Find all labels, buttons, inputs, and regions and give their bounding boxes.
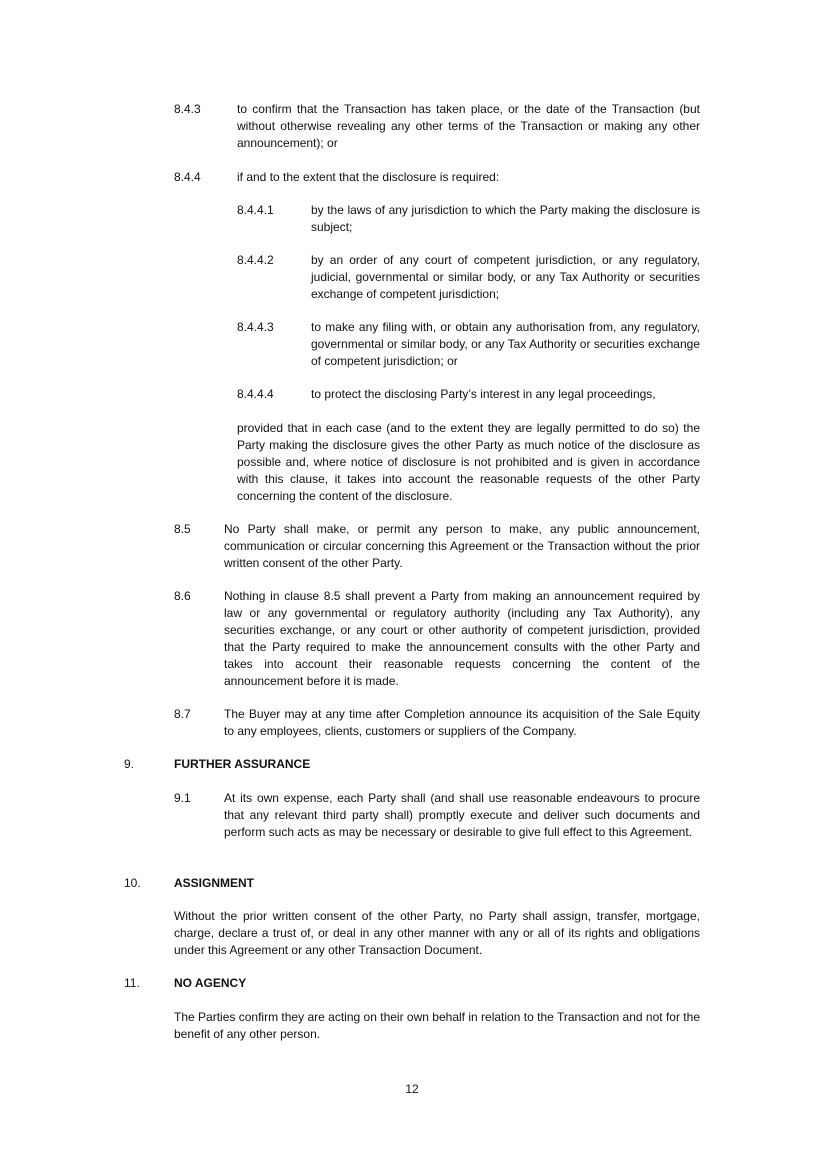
clause-text-8-4-4: if and to the extent that the disclosure is required: <box>237 170 500 184</box>
clause-number-8-4-3: 8.4.3 <box>174 102 201 116</box>
section-number-10: 10. <box>124 876 141 890</box>
section-heading-further-assurance: FURTHER ASSURANCE <box>174 757 311 771</box>
clause-text-8-4-4-1: by the laws of any jurisdiction to which the Party making the disclosure is subject; <box>311 203 700 234</box>
clause-text-8-4-4-4: to protect the disclosing Party’s interest in any legal proceedings, <box>311 387 656 401</box>
clause-number-8-4-4-3: 8.4.4.3 <box>237 320 274 334</box>
clause-text-8-4-4-2: by an order of any court of competent jurisdiction, or any regulatory, judicial, governmental or similar body, or any Tax Authority or securities exchange of competent jurisdiction; <box>311 253 700 301</box>
section-heading-assignment: ASSIGNMENT <box>174 876 255 890</box>
clause-number-8-5: 8.5 <box>174 522 191 536</box>
clause-number-8-4-4-1: 8.4.4.1 <box>237 203 274 217</box>
clause-text-8-7: The Buyer may at any time after Completion announce its acquisition of the Sale Equity to any employees, clients, customers or suppliers of the Company. <box>224 707 700 738</box>
clause-text-8-4-3: to confirm that the Transaction has taken place, or the date of the Transaction (but without otherwise revealing any other terms of the Transaction or making any other announcement); or <box>237 102 700 150</box>
clause-number-8-4-4-2: 8.4.4.2 <box>237 253 274 267</box>
clause-text-8-5: No Party shall make, or permit any person to make, any public announcement, communication or circular concerning this Agreement or the Transaction without the prior written consent of the other Party. <box>224 522 700 570</box>
clause-number-8-6: 8.6 <box>174 589 191 603</box>
clause-number-9-1: 9.1 <box>174 791 191 805</box>
clause-number-8-4-4: 8.4.4 <box>174 170 201 184</box>
clause-text-8-6: Nothing in clause 8.5 shall prevent a Party from making an announcement required by law or any governmental or regulatory authority (including any Tax Authority), any securities exchange, or any court or other authority of competent jurisdiction, provided that the Party required to make the announcement consults with the other Party and takes into account their reasonable requests concerning the content of the announcement before it is made. <box>224 589 700 688</box>
section-text-assignment: Without the prior written consent of the other Party, no Party shall assign, transfer, mortgage, charge, declare a trust of, or deal in any other manner with any or all of its rights and obligations under this Agreement or any other Transaction Document. <box>174 909 700 957</box>
clause-text-9-1: At its own expense, each Party shall (and shall use reasonable endeavours to procure that any relevant third party shall) promptly execute and deliver such documents and perform such acts as may be necessary or desirable to give full effect to this Agreement. <box>224 791 700 839</box>
clause-number-8-4-4-4: 8.4.4.4 <box>237 387 274 401</box>
proviso-paragraph: provided that in each case (and to the extent they are legally permitted to do so) the Party making the disclosure gives the other Party as much notice of the disclosure as possible and, where notice of disclosure is not prohibited and is given in accordance with this clause, it takes into account the reasonable requests of the other Party concerning the content of the disclosure. <box>237 421 700 503</box>
section-number-9: 9. <box>124 757 135 771</box>
page-number: 12 <box>405 1082 419 1096</box>
clause-number-8-7: 8.7 <box>174 707 191 721</box>
section-text-no-agency: The Parties confirm they are acting on their own behalf in relation to the Transaction and not for the benefit of any other person. <box>174 1010 700 1041</box>
clause-text-8-4-4-3: to make any filing with, or obtain any authorisation from, any regulatory, governmental or similar body, or any Tax Authority or securities exchange of competent jurisdiction; or <box>311 320 700 368</box>
section-heading-no-agency: NO AGENCY <box>174 976 247 990</box>
section-number-11: 11. <box>124 976 140 990</box>
